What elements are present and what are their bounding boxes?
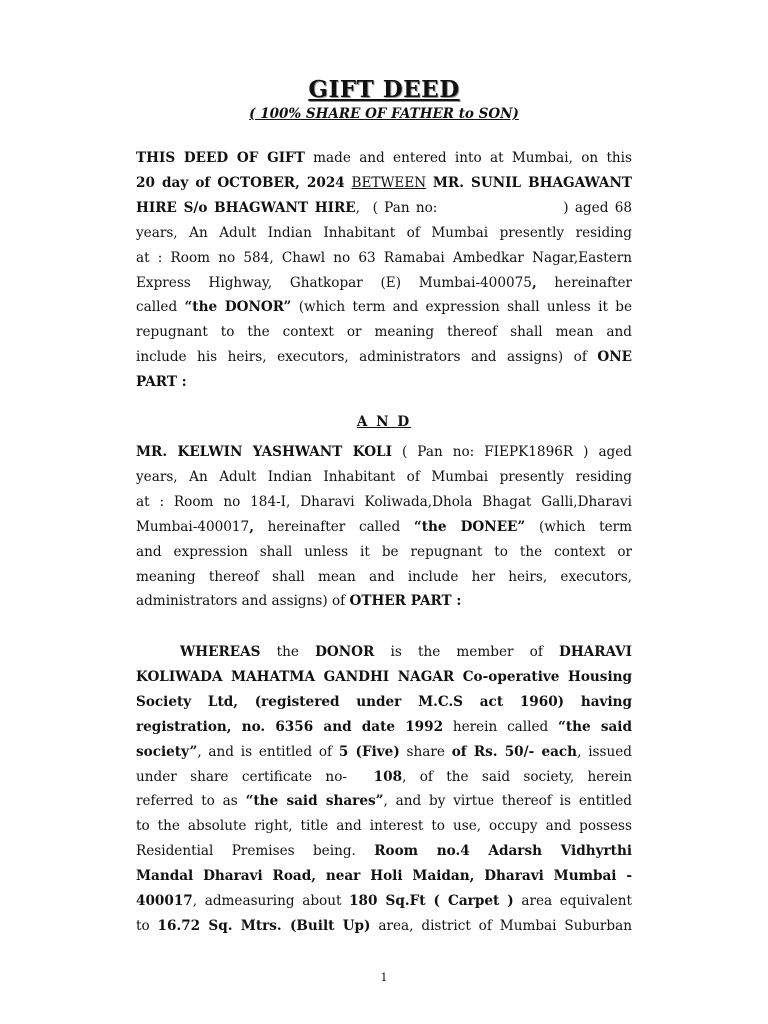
- and-separator: A N D: [356, 414, 412, 430]
- text-line: Society Ltd, (registered under M.C.S act 1960) having: [136, 693, 632, 710]
- text-line: Express Highway, Ghatkopar (E) Mumbai-400075, hereinafter: [136, 274, 632, 291]
- text-line: at : Room no 184-I, Dharavi Koliwada,Dhola Bhagat Galli,Dharavi: [136, 493, 632, 510]
- text-line: Mumbai-400017, hereinafter called “the DONEE” (which term: [136, 518, 632, 535]
- text-line: MR. KELWIN YASHWANT KOLI ( Pan no: FIEPK1896R ) aged: [136, 444, 633, 460]
- text-line: 20 day of OCTOBER, 2024 BETWEEN MR. SUNIL BHAGAWANT: [136, 174, 632, 191]
- text-line: under share certificate no- 108, of the said society, herein: [136, 768, 632, 785]
- whereas-paragraph: [136, 640, 632, 939]
- text-line: HIRE S/o BHAGWANT HIRE, ( Pan no: ) aged 68: [136, 199, 632, 216]
- text-line: Residential Premises being. Room no.4 Adarsh Vidhyrthi: [136, 843, 632, 860]
- text-line: 400017, admeasuring about 180 Sq.Ft ( Carpet ) area equivalent: [136, 893, 633, 910]
- donee-paragraph: [136, 440, 632, 614]
- text-line: repugnant to the context or meaning thereof shall mean and: [136, 324, 632, 341]
- deed-subtitle: ( 100% SHARE OF FATHER to SON): [249, 106, 519, 122]
- text-line: include his heirs, executors, administrators and assigns) of ONE: [136, 349, 632, 366]
- text-line: and expression shall unless it be repugnant to the context or: [136, 543, 632, 560]
- text-line: referred to as “the said shares”, and by virtue thereof is entitled: [136, 793, 632, 810]
- text-line: PART :: [136, 374, 187, 391]
- text-line: years, An Adult Indian Inhabitant of Mumbai presently residing: [136, 468, 632, 485]
- text-line: called “the DONOR” (which term and expression shall unless it be: [136, 299, 632, 316]
- text-line: years, An Adult Indian Inhabitant of Mumbai presently residing: [136, 224, 632, 241]
- text-line: society”, and is entitled of 5 (Five) share of Rs. 50/- each, issued: [136, 743, 632, 760]
- text-line: registration, no. 6356 and date 1992 herein called “the said: [136, 718, 632, 735]
- text-line: at : Room no 584, Chawl no 63 Ramabai Ambedkar Nagar,Eastern: [136, 249, 632, 266]
- deed-title: GIFT DEED: [308, 76, 460, 103]
- text-line: Mandal Dharavi Road, near Holi Maidan, Dharavi Mumbai -: [136, 868, 632, 885]
- page-number: 1: [380, 971, 388, 984]
- text-line: meaning thereof shall mean and include her heirs, executors,: [136, 568, 632, 585]
- text-line: administrators and assigns) of OTHER PART :: [136, 593, 462, 610]
- text-line: WHEREAS the DONOR is the member of DHARAVI: [180, 644, 632, 660]
- text-line: THIS DEED OF GIFT made and entered into at Mumbai, on this: [136, 150, 632, 166]
- text-line: to the absolute right, title and interest to use, occupy and possess: [136, 818, 632, 835]
- text-line: KOLIWADA MAHATMA GANDHI NAGAR Co-operative Housing: [136, 668, 632, 685]
- donor-paragraph: [136, 146, 632, 395]
- text-line: to 16.72 Sq. Mtrs. (Built Up) area, district of Mumbai Suburban: [136, 917, 632, 934]
